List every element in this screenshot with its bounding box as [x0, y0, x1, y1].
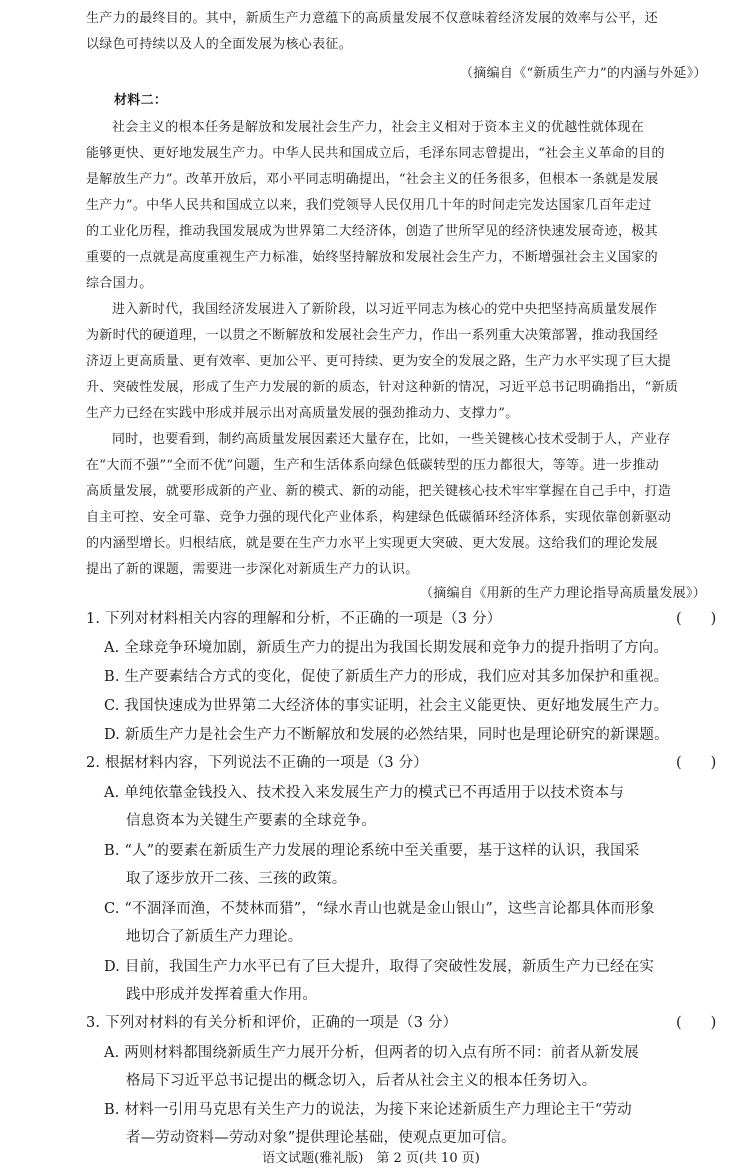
answer-blank-2[interactable]: ( ) [676, 755, 717, 771]
question-stem-3: 3. 下列对材料的有关分析和评价，正确的一项是（3 分） [86, 1015, 458, 1031]
question-1-option-b: B. 生产要素结合方式的变化，促使了新质生产力的形成，我们应对其多加保护和重视。 [104, 669, 669, 685]
material2-line: 生产力”。中华人民共和国成立以来，我们党领导人民仅用几十年的时间走完发达国家几百年走过 [86, 198, 652, 213]
question-2-option-c-cont: 地切合了新质生产力理论。 [126, 929, 303, 945]
material2-line: 能够更快、更好地发展生产力。中华人民共和国成立后，毛泽东同志曾提出，“社会主义革命的目的 [86, 146, 665, 161]
material2-line: 自主可控、安全可靠、竞争力强的现代化产业体系，构建绿色低碳循环经济体系，实现依靠创新驱动 [86, 510, 672, 525]
question-3-option-b: B. 材料一引用马克思有关生产力的说法，为接下来论述新质生产力理论主干“劳动 [104, 1102, 632, 1118]
question-3-option-a: A. 两则材料都围绕新质生产力展开分析，但两者的切入点有所不同：前者从新发展 [104, 1045, 639, 1061]
question-2-option-d: D. 目前，我国生产力水平已有了巨大提升，取得了突破性发展，新质生产力已经在实 [104, 959, 655, 975]
material2-line: 高质量发展，就要形成新的产业、新的模式、新的动能，把关键核心技术牢牢掌握在自己手中，打造 [86, 484, 672, 499]
question-2-option-c: C. “不涸泽而渔，不焚林而猎”，“绿水青山也就是金山银山”，这些言论都具体而形象 [104, 901, 655, 917]
material2-line: 为新时代的硬道理，一以贯之不断解放和发展社会生产力，作出一系列重大决策部署，推动我国经 [86, 328, 658, 343]
material2-line: 提出了新的课题，需要进一步深化对新质生产力的认识。 [86, 562, 419, 577]
material2-line: 在“大而不强”“全而不优”问题，生产和生活体系向绿色低碳转型的压力都很大，等等。进一步推动 [86, 458, 660, 473]
source-citation-2: （摘编自《用新的生产力理论指导高质量发展》） [420, 586, 707, 601]
question-1-option-c: C. 我国快速成为世界第二大经济体的事实证明，社会主义能更快、更好地发展生产力。 [104, 698, 669, 714]
material2-line: 生产力已经在实践中形成并展示出对高质量发展的强劲推动力、支撑力”。 [86, 406, 519, 421]
source-citation-1: （摘编自《“新质生产力”的内涵与外延》） [460, 66, 707, 81]
question-1-option-a: A. 全球竞争环境加剧，新质生产力的提出为我国长期发展和竞争力的提升指明了方向。 [104, 640, 669, 656]
material2-line: 社会主义的根本任务是解放和发展社会生产力，社会主义相对于资本主义的优越性就体现在 [112, 120, 645, 135]
material1-line: 生产力的最终目的。其中，新质生产力意蕴下的高质量发展不仅意味着经济发展的效率与公平，还 [86, 11, 658, 26]
question-2-option-b-cont: 取了逐步放开二孩、三孩的政策。 [126, 871, 347, 887]
answer-blank-1[interactable]: ( ) [676, 611, 717, 627]
material2-line: 进入新时代，我国经济发展进入了新阶段，以习近平同志为核心的党中央把坚持高质量发展作 [112, 302, 658, 317]
material2-line: 的内涵型增长。归根结底，就是要在生产力水平上实现更大突破、更大发展。这给我们的理论发展 [86, 536, 658, 551]
question-stem-2: 2. 根据材料内容，下列说法不正确的一项是（3 分） [86, 755, 428, 771]
question-1-option-d: D. 新质生产力是社会生产力不断解放和发展的必然结果，同时也是理论研究的新课题。 [104, 727, 669, 743]
answer-blank-3[interactable]: ( ) [676, 1015, 717, 1031]
question-2-option-b: B. “人”的要素在新质生产力发展的理论系统中至关重要，基于这样的认识，我国采 [104, 843, 640, 859]
question-2-option-a: A. 单纯依靠金钱投入、技术投入来发展生产力的模式已不再适用于以技术资本与 [104, 785, 625, 801]
page-footer: 语文试题(雅礼版) 第 2 页(共 10 页) [262, 1151, 480, 1166]
material2-line: 济迈上更高质量、更有效率、更加公平、更可持续、更为安全的发展之路，生产力水平实现了巨大提 [86, 354, 672, 369]
material2-line: 的工业化历程，推动我国发展成为世界第二大经济体，创造了世所罕见的经济快速发展奇迹，极其 [86, 224, 658, 239]
material1-line: 以绿色可持续以及人的全面发展为核心表征。 [86, 37, 353, 52]
material2-line: 同时，也要看到，制约高质量发展因素还大量存在，比如，一些关键核心技术受制于人，产业存 [112, 432, 671, 447]
question-stem-1: 1. 下列对材料相关内容的理解和分析，不正确的一项是（3 分） [86, 611, 502, 627]
material2-line: 升、突破性发展，形成了生产力发展的新的质态，针对这种新的情况，习近平总书记明确指出，“新质 [86, 380, 679, 395]
material2-line: 重要的一点就是高度重视生产力标准，始终坚持解放和发展社会生产力，不断增强社会主义国家的 [86, 250, 658, 265]
question-3-option-b-cont: 者—劳动资料—劳动对象”提供理论基础，使观点更加可信。 [126, 1130, 516, 1146]
question-2-option-a-cont: 信息资本为关键生产要素的全球竞争。 [126, 813, 376, 829]
material2-line: 是解放生产力”。改革开放后，邓小平同志明确提出，“社会主义的任务很多，但根本一条就是发展 [86, 172, 659, 187]
material2-line: 综合国力。 [86, 276, 153, 291]
material2-heading: 材料二： [114, 93, 168, 108]
question-2-option-d-cont: 践中形成并发挥着重大作用。 [126, 987, 318, 1003]
question-3-option-a-cont: 格局下习近平总书记提出的概念切入，后者从社会主义的根本任务切入。 [126, 1073, 597, 1089]
